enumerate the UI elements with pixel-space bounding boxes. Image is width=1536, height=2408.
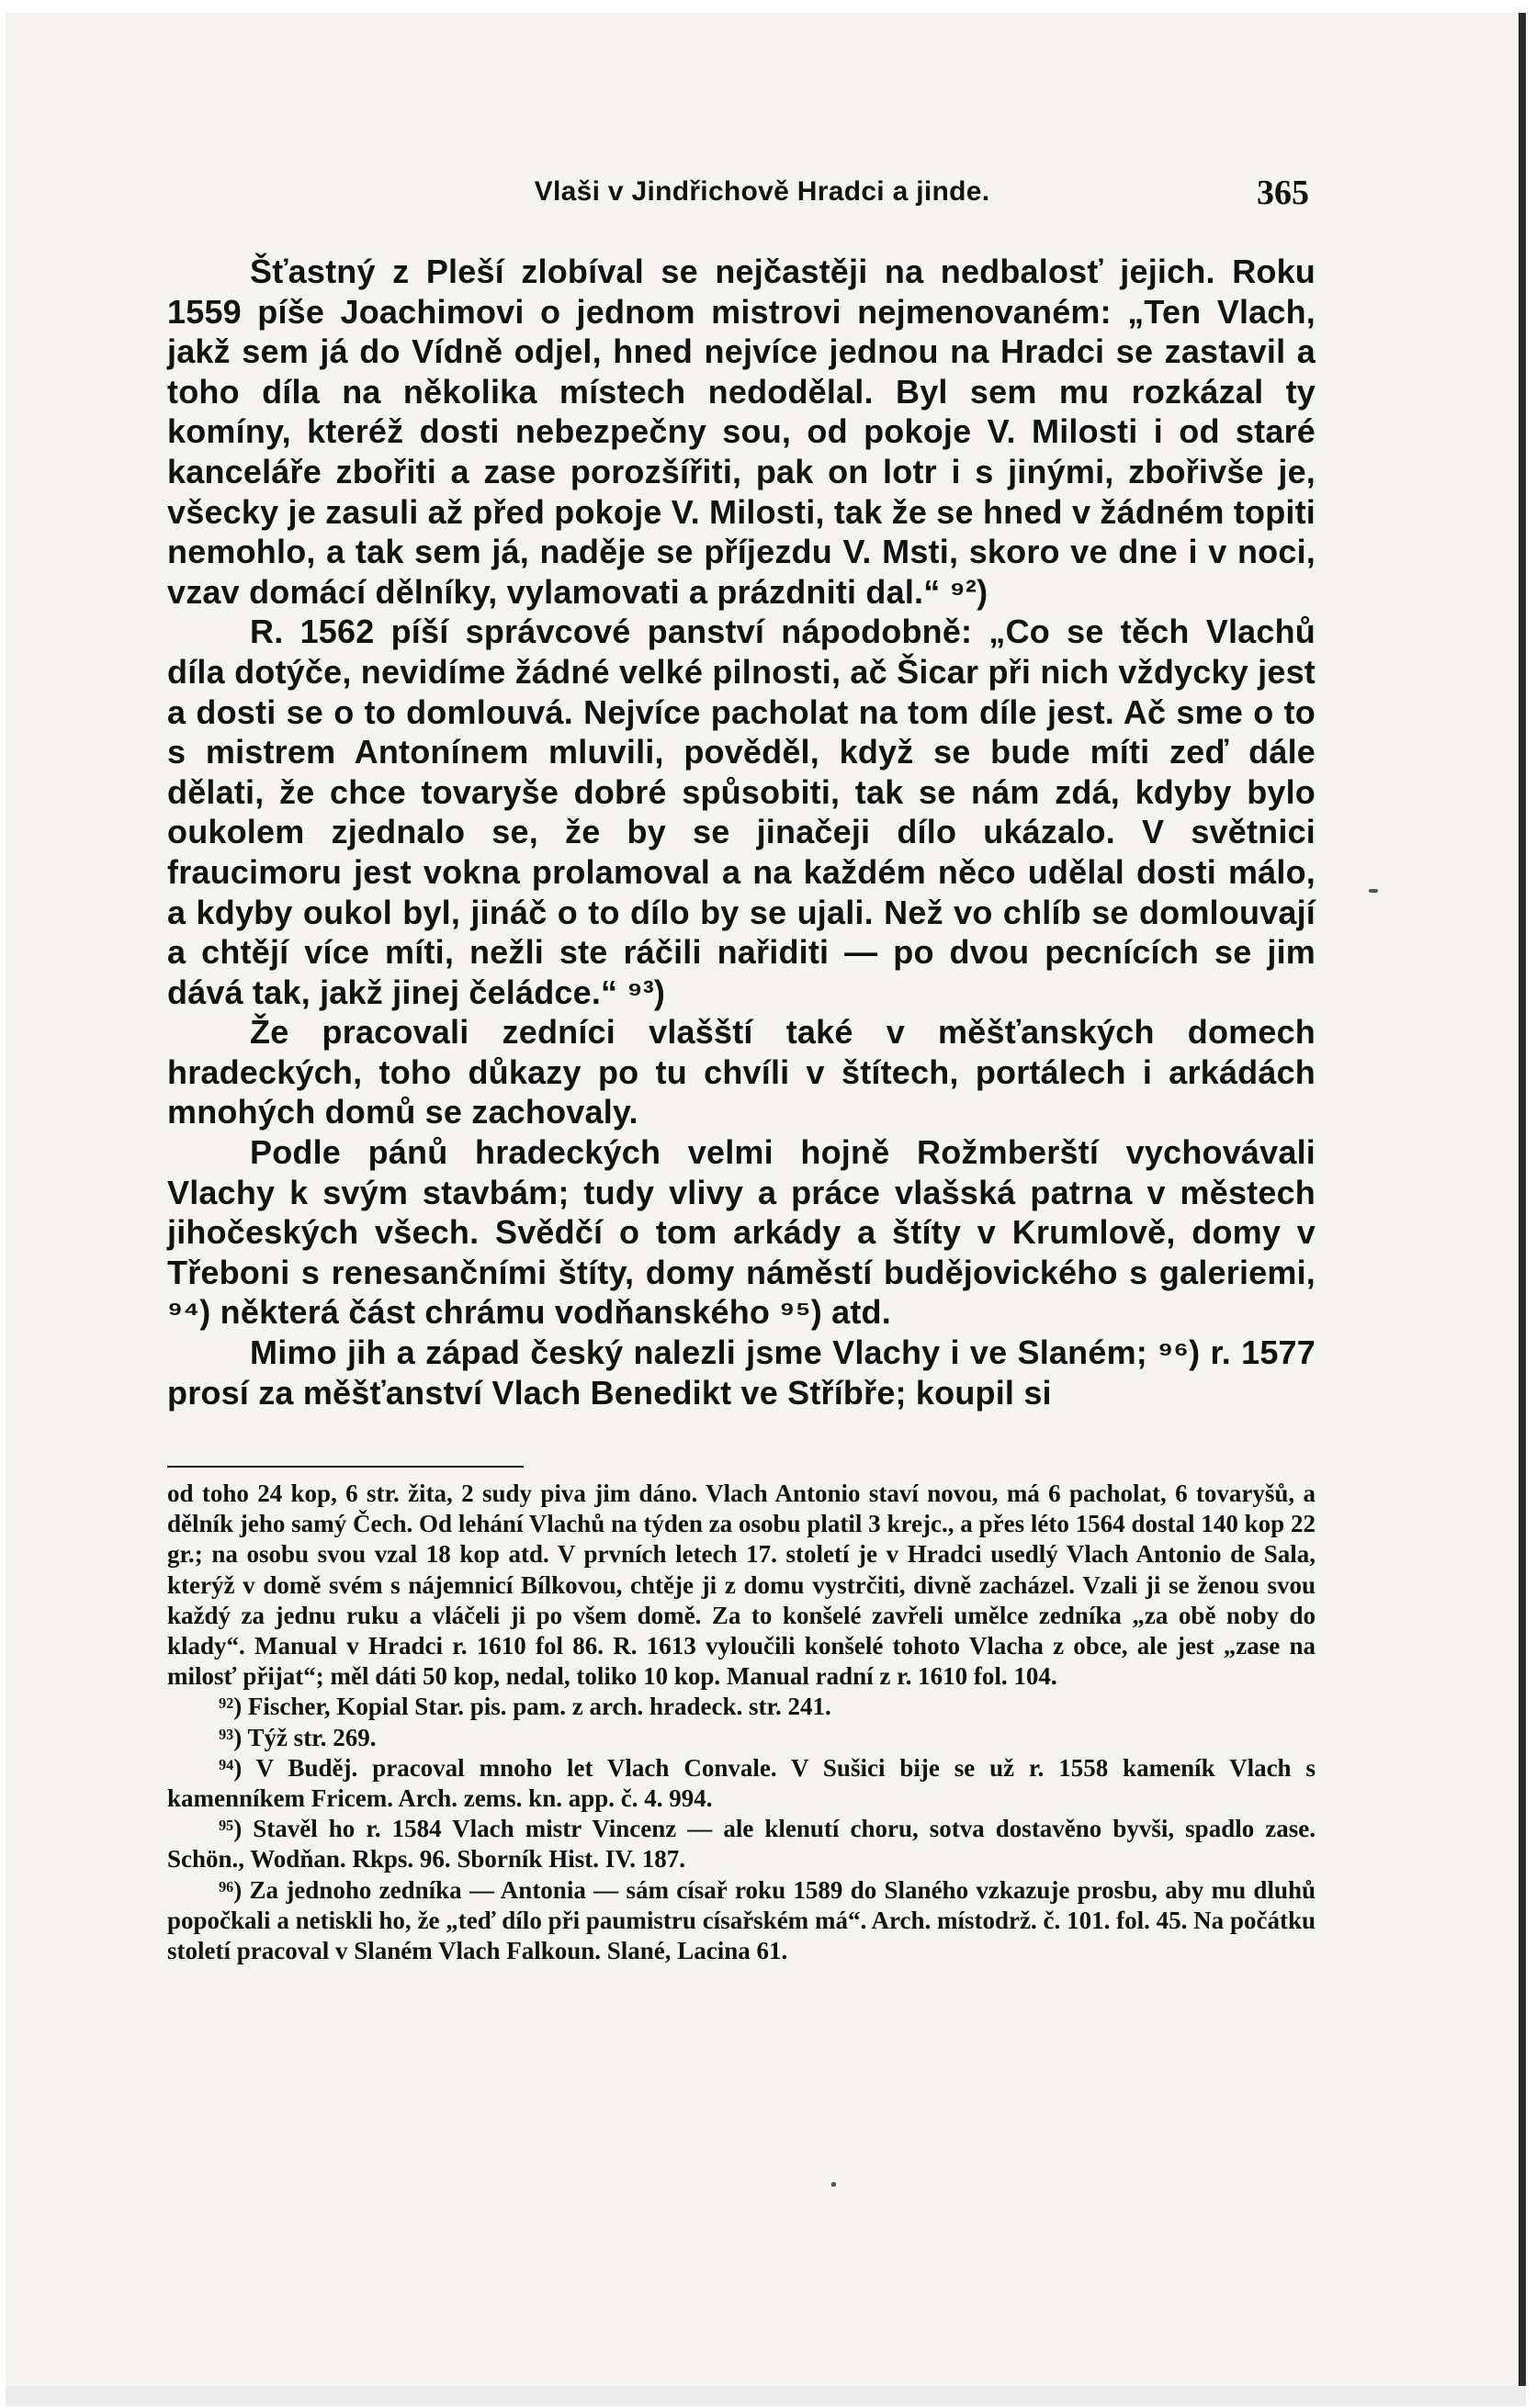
paragraph: Podle pánů hradeckých velmi hojně Rožmberští vychovávali Vlachy k svým stavbám; tudy vlivy a práce vlašská patrna v městech jihočeských všech. Svědčí o tom arkády a štíty v Krumlově, domy v Třeboni s renesančními štíty, domy náměstí budějovického s galeriemi, ⁹⁴) některá část chrámu vodňanského ⁹⁵) atd. xyxy=(167,1133,1316,1332)
paragraph: Mimo jih a západ český nalezli jsme Vlachy i ve Slaném; ⁹⁶) r. 1577 prosí za měšťanství Vlach Benedikt ve Stříbře; koupil si xyxy=(167,1333,1316,1412)
footnote: ⁹²) Fischer, Kopial Star. pis. pam. z arch. hradeck. str. 241. xyxy=(219,1693,831,1721)
page-number: 365 xyxy=(1257,174,1309,212)
footnote: ⁹⁴) V Buděj. pracoval mnoho let Vlach Convale. V Sušici bije se už r. 1558 kameník Vlach s kamenníkem Fricem. Arch. zems. kn. app. č. 4. 994. xyxy=(167,1753,1316,1813)
scan-edge xyxy=(6,2386,1526,2406)
footnote: ⁹⁶) Za jednoho zedníka — Antonia — sám císař roku 1589 do Slaného vzkazuje prosbu, aby mu dluhů popočkali a netiskli ho, že „teď dílo při paumistru císařském má“. Arch. místodrž. č. 101. fol. 45. Na počátku století pracoval v Slaném Vlach Falkoun. Slané, Lacina 61. xyxy=(167,1875,1316,1965)
footnotes xyxy=(167,1479,1316,1966)
running-title: Vlaši v Jindřichově Hradci a jinde. xyxy=(534,176,990,207)
paragraph: R. 1562 píší správcové panství nápodobně: „Co se těch Vlachů díla dotýče, nevidíme žádné velké pilnosti, ač Šicar při nich vždycky jest a dosti se o to domlouvá. Nejvíce pacholat na tom díle jest. Ač sme o to s mistrem Antonínem mluvili, pověděl, když se bude míti zeď dále dělati, že chce tovaryše dobré spůsobiti, tak se nám zdá, kdyby bylo oukolem zjednalo se, že by se jinačeji dílo ukázalo. V světnici fraucimoru jest vokna prolamoval a na každém něco udělal dosti málo, a kdyby oukol byl, jináč o to dílo by se ujali. Než vo chlíb se domlouvají a chtějí více míti, nežli ste ráčili nařiditi — po dvou pecnících se jim dává tak, jakž jinej čeládce.“ ⁹³) xyxy=(167,613,1316,1011)
footnote: ⁹⁵) Stavěl ho r. 1584 Vlach mistr Vincenz — ale klenutí choru, sotva dostavěno byvši, spadlo zase. Schön., Wodňan. Rkps. 96. Sborník Hist. IV. 187. xyxy=(167,1815,1316,1874)
footnote: ⁹³) Týž str. 269. xyxy=(219,1723,377,1751)
page-header xyxy=(6,173,1519,219)
footnote-continuation: od toho 24 kop, 6 str. žita, 2 sudy piva jim dáno. Vlach Antonio staví novou, má 6 pacholat, 6 tovaryšů, a dělník jeho samý Čech. Od lehání Vlachů na týden za osobu platil 3 krejc., a přes léto 1564 dostal 140 kop 22 gr.; na osobu svou vzal 18 kop atd. V prvních letech 17. století je v Hradci usedlý Vlach Antonio de Sala, kterýž v domě svém s nájemnicí Bílkovou, chtěje ji z domu vystrčiti, divně zacházel. Vzali ji se ženou svou každý za jednu ruku a vláčeli ji po všem domě. Za to konšelé zavřeli umělce zedníka „za obě noby do klady“. Manual v Hradci r. 1610 fol 86. R. 1613 vyloučili konšelé tohoto Vlacha z obce, ale jest „zase na milosť přijat“; měl dáti 50 kop, nedal, toliko 10 kop. Manual radní z r. 1610 fol. 104. xyxy=(167,1480,1316,1691)
paragraph: Že pracovali zedníci vlašští také v měšťanských domech hradeckých, toho důkazy po tu chvíli v štítech, portálech i arkádách mnohých domů se zachovaly. xyxy=(167,1013,1316,1131)
footnote-separator xyxy=(167,1466,524,1468)
main-text xyxy=(167,252,1316,1412)
print-speck xyxy=(1369,889,1378,893)
paragraph: Šťastný z Pleší zlobíval se nejčastěji na nedbalosť jejich. Roku 1559 píše Joachimovi o jednom mistrovi nejmenovaném: „Ten Vlach, jakž sem já do Vídně odjel, hned nejvíce jednou na Hradci se zastavil a toho díla na několika místech nedodělal. Byl sem mu rozkázal ty komíny, kteréž dosti nebezpečny sou, od pokoje V. Milosti i od staré kanceláře zbořiti a zase porozšířiti, pak on lotr i s jinými, zbořivše je, všecky je zasuli až před pokoje V. Milosti, tak že se hned v žádném topiti nemohlo, a tak sem já, naděje se příjezdu V. Msti, skoro ve dne i v noci, vzav domácí dělníky, vylamovati a prázdniti dal.“ ⁹²) xyxy=(167,253,1316,611)
book-page xyxy=(6,13,1526,2397)
print-speck xyxy=(831,2182,836,2187)
